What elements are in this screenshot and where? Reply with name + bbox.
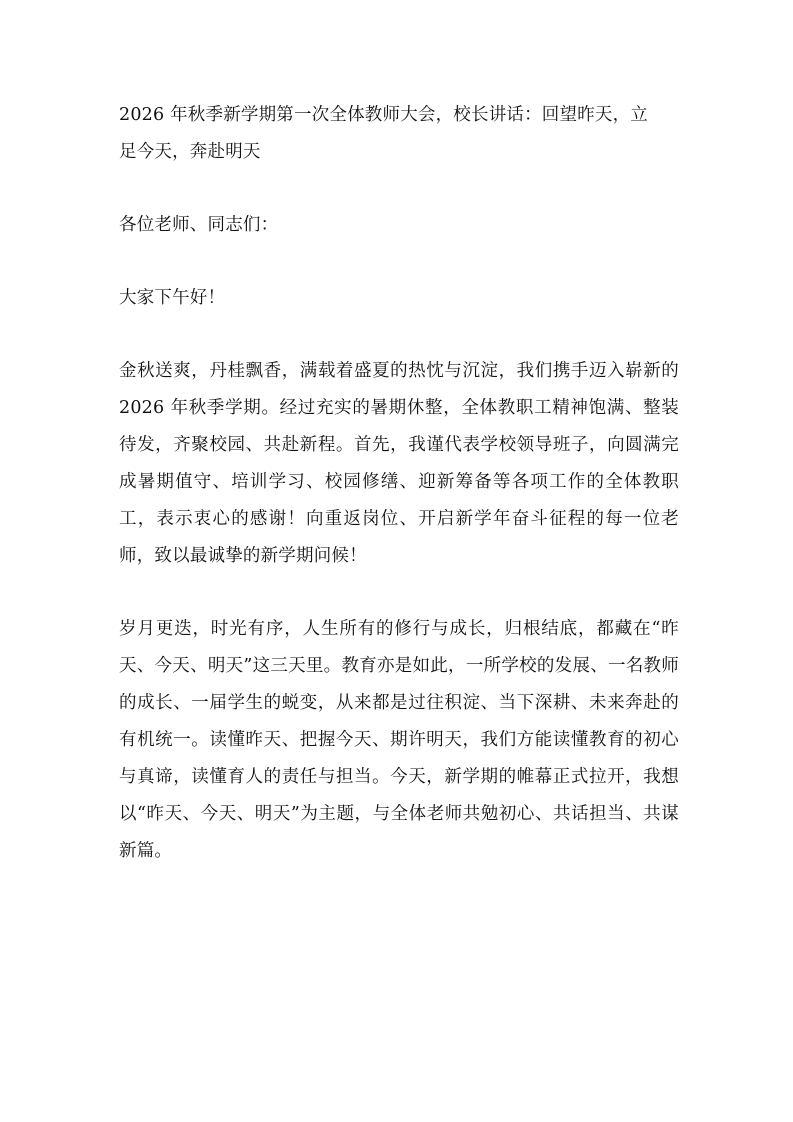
paragraph-1: 金秋送爽，丹桂飘香，满载着盛夏的热忱与沉淀，我们携手迈入崭新的 2026 年秋季学期。经过充实的暑期休整，全体教职工精神饱满、整装待发，齐聚校园、共赴新程。首先，我谨代表学校领导班子，向圆满完成暑期值守、培训学习、校园修缮、迎新筹备等各项工作的全体教职工，表示衷心的感谢！向重返岗位、开启新学年奋斗征程的每一位老师，致以最诚挚的新学期问候！: [119, 361, 679, 566]
document-title: [119, 97, 679, 171]
greeting: 大家下午好！: [119, 288, 226, 308]
salutation: 各位老师、同志们：: [119, 215, 279, 235]
document-body: [119, 97, 679, 870]
document-title-line-1: 2026 年秋季新学期第一次全体教师大会，校长讲话：回望昨天，立: [119, 105, 648, 125]
paragraph-2: 岁月更迭，时光有序，人生所有的修行与成长，归根结底，都藏在“昨天、今天、明天”这三天里。教育亦是如此，一所学校的发展、一名教师的成长、一届学生的蜕变，从来都是过往积淀、当下深耕、未来奔赴的有机统一。读懂昨天、把握今天、期许明天，我们方能读懂教育的初心与真谛，读懂育人的责任与担当。今天，新学期的帷幕正式拉开，我想以“昨天、今天、明天”为主题，与全体老师共勉初心、共话担当、共谋新篇。: [119, 619, 679, 861]
document-title-line-2: 足今天，奔赴明天: [119, 142, 261, 162]
